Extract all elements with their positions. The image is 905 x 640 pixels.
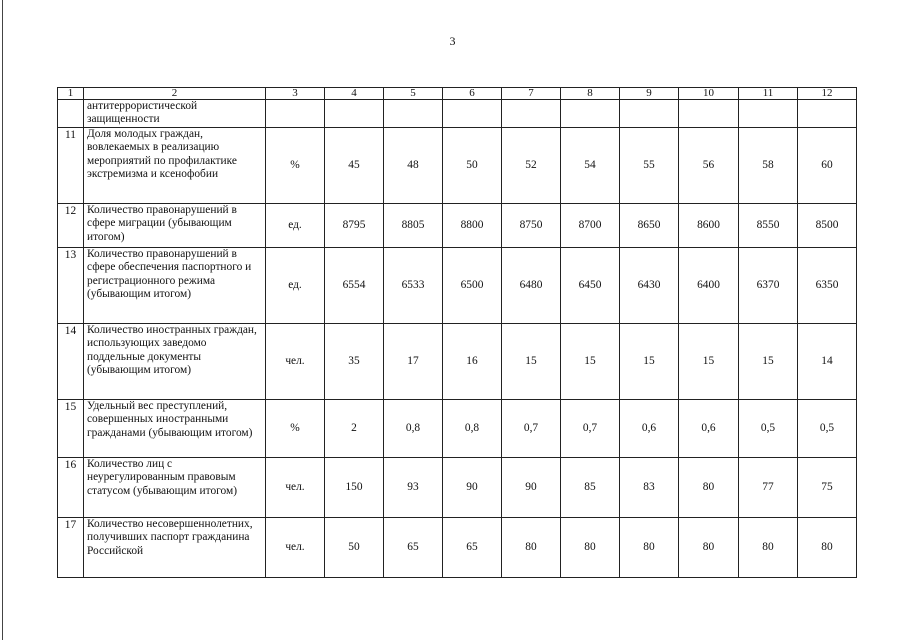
value-cell xyxy=(384,100,443,128)
value-cell: 50 xyxy=(325,518,384,578)
column-number-cell: 1 xyxy=(58,88,84,100)
value-cell: 6350 xyxy=(798,248,857,324)
value-cell: 15 xyxy=(502,324,561,400)
value-cell: 35 xyxy=(325,324,384,400)
value-cell: 56 xyxy=(679,128,739,204)
row-number: 11 xyxy=(58,128,84,204)
value-cell: 6500 xyxy=(443,248,502,324)
indicator-name: антитеррористической защищенности xyxy=(84,100,266,128)
value-cell: 83 xyxy=(620,458,679,518)
table-row xyxy=(58,128,857,204)
value-cell: 6554 xyxy=(325,248,384,324)
value-cell: 8795 xyxy=(325,204,384,248)
row-number: 15 xyxy=(58,400,84,458)
table-row xyxy=(58,458,857,518)
value-cell: 0,7 xyxy=(561,400,620,458)
indicator-name: Количество иностранных граждан, использующих заведомо поддельные документы (убывающим итогом) xyxy=(84,324,266,400)
value-cell: 80 xyxy=(561,518,620,578)
value-cell: 0,5 xyxy=(739,400,798,458)
unit-cell: чел. xyxy=(266,324,325,400)
value-cell: 15 xyxy=(739,324,798,400)
value-cell: 58 xyxy=(739,128,798,204)
unit-cell: ед. xyxy=(266,248,325,324)
value-cell: 65 xyxy=(384,518,443,578)
value-cell xyxy=(325,100,384,128)
value-cell: 65 xyxy=(443,518,502,578)
value-cell: 50 xyxy=(443,128,502,204)
indicators-table xyxy=(57,87,857,578)
value-cell: 6430 xyxy=(620,248,679,324)
table-row xyxy=(58,204,857,248)
table-row xyxy=(58,324,857,400)
value-cell: 0,6 xyxy=(679,400,739,458)
value-cell: 80 xyxy=(620,518,679,578)
column-number-cell: 4 xyxy=(325,88,384,100)
value-cell: 77 xyxy=(739,458,798,518)
value-cell: 90 xyxy=(502,458,561,518)
value-cell xyxy=(561,100,620,128)
value-cell: 54 xyxy=(561,128,620,204)
value-cell: 80 xyxy=(798,518,857,578)
table-row xyxy=(58,518,857,578)
value-cell: 14 xyxy=(798,324,857,400)
value-cell: 8600 xyxy=(679,204,739,248)
column-number-cell: 7 xyxy=(502,88,561,100)
unit-cell: ед. xyxy=(266,204,325,248)
column-number-row xyxy=(58,88,857,100)
column-number-cell: 10 xyxy=(679,88,739,100)
value-cell: 17 xyxy=(384,324,443,400)
value-cell xyxy=(739,100,798,128)
table-row xyxy=(58,100,857,128)
value-cell: 8550 xyxy=(739,204,798,248)
value-cell: 0,8 xyxy=(384,400,443,458)
value-cell: 8800 xyxy=(443,204,502,248)
value-cell: 15 xyxy=(620,324,679,400)
column-number-cell: 11 xyxy=(739,88,798,100)
page-left-edge xyxy=(2,0,3,640)
row-number xyxy=(58,100,84,128)
value-cell: 80 xyxy=(739,518,798,578)
column-number-cell: 6 xyxy=(443,88,502,100)
value-cell: 80 xyxy=(679,458,739,518)
value-cell: 0,5 xyxy=(798,400,857,458)
unit-cell xyxy=(266,100,325,128)
column-number-cell: 5 xyxy=(384,88,443,100)
value-cell: 0,8 xyxy=(443,400,502,458)
value-cell xyxy=(798,100,857,128)
row-number: 13 xyxy=(58,248,84,324)
indicator-name: Количество несовершеннолетних, получивших паспорт гражданина Российской xyxy=(84,518,266,578)
value-cell: 6400 xyxy=(679,248,739,324)
row-number: 12 xyxy=(58,204,84,248)
value-cell xyxy=(443,100,502,128)
indicator-name: Удельный вес преступлений, совершенных иностранными гражданами (убывающим итогом) xyxy=(84,400,266,458)
value-cell: 80 xyxy=(502,518,561,578)
column-number-cell: 2 xyxy=(84,88,266,100)
value-cell: 48 xyxy=(384,128,443,204)
value-cell: 75 xyxy=(798,458,857,518)
unit-cell: чел. xyxy=(266,458,325,518)
value-cell: 6450 xyxy=(561,248,620,324)
value-cell: 55 xyxy=(620,128,679,204)
value-cell: 45 xyxy=(325,128,384,204)
value-cell: 8650 xyxy=(620,204,679,248)
page-number: 3 xyxy=(449,34,456,48)
value-cell: 8750 xyxy=(502,204,561,248)
value-cell xyxy=(620,100,679,128)
value-cell: 90 xyxy=(443,458,502,518)
row-number: 16 xyxy=(58,458,84,518)
column-number-cell: 3 xyxy=(266,88,325,100)
value-cell: 8500 xyxy=(798,204,857,248)
value-cell xyxy=(502,100,561,128)
value-cell: 60 xyxy=(798,128,857,204)
unit-cell: % xyxy=(266,128,325,204)
column-number-cell: 8 xyxy=(561,88,620,100)
value-cell: 0,6 xyxy=(620,400,679,458)
indicator-name: Количество лиц с неурегулированным правовым статусом (убывающим итогом) xyxy=(84,458,266,518)
value-cell: 8700 xyxy=(561,204,620,248)
value-cell: 80 xyxy=(679,518,739,578)
column-number-cell: 12 xyxy=(798,88,857,100)
value-cell xyxy=(679,100,739,128)
row-number: 17 xyxy=(58,518,84,578)
value-cell: 15 xyxy=(679,324,739,400)
indicator-name: Доля молодых граждан, вовлекаемых в реализацию мероприятий по профилактике экстремизма и ксенофобии xyxy=(84,128,266,204)
table-row xyxy=(58,248,857,324)
value-cell: 6480 xyxy=(502,248,561,324)
unit-cell: % xyxy=(266,400,325,458)
unit-cell: чел. xyxy=(266,518,325,578)
value-cell: 15 xyxy=(561,324,620,400)
value-cell: 8805 xyxy=(384,204,443,248)
row-number: 14 xyxy=(58,324,84,400)
value-cell: 2 xyxy=(325,400,384,458)
value-cell: 85 xyxy=(561,458,620,518)
table-row xyxy=(58,400,857,458)
value-cell: 52 xyxy=(502,128,561,204)
value-cell: 150 xyxy=(325,458,384,518)
value-cell: 93 xyxy=(384,458,443,518)
value-cell: 6370 xyxy=(739,248,798,324)
value-cell: 6533 xyxy=(384,248,443,324)
value-cell: 0,7 xyxy=(502,400,561,458)
value-cell: 16 xyxy=(443,324,502,400)
indicator-name: Количество правонарушений в сфере миграции (убывающим итогом) xyxy=(84,204,266,248)
column-number-cell: 9 xyxy=(620,88,679,100)
indicator-name: Количество правонарушений в сфере обеспечения паспортного и регистрационного режима (убывающим итогом) xyxy=(84,248,266,324)
